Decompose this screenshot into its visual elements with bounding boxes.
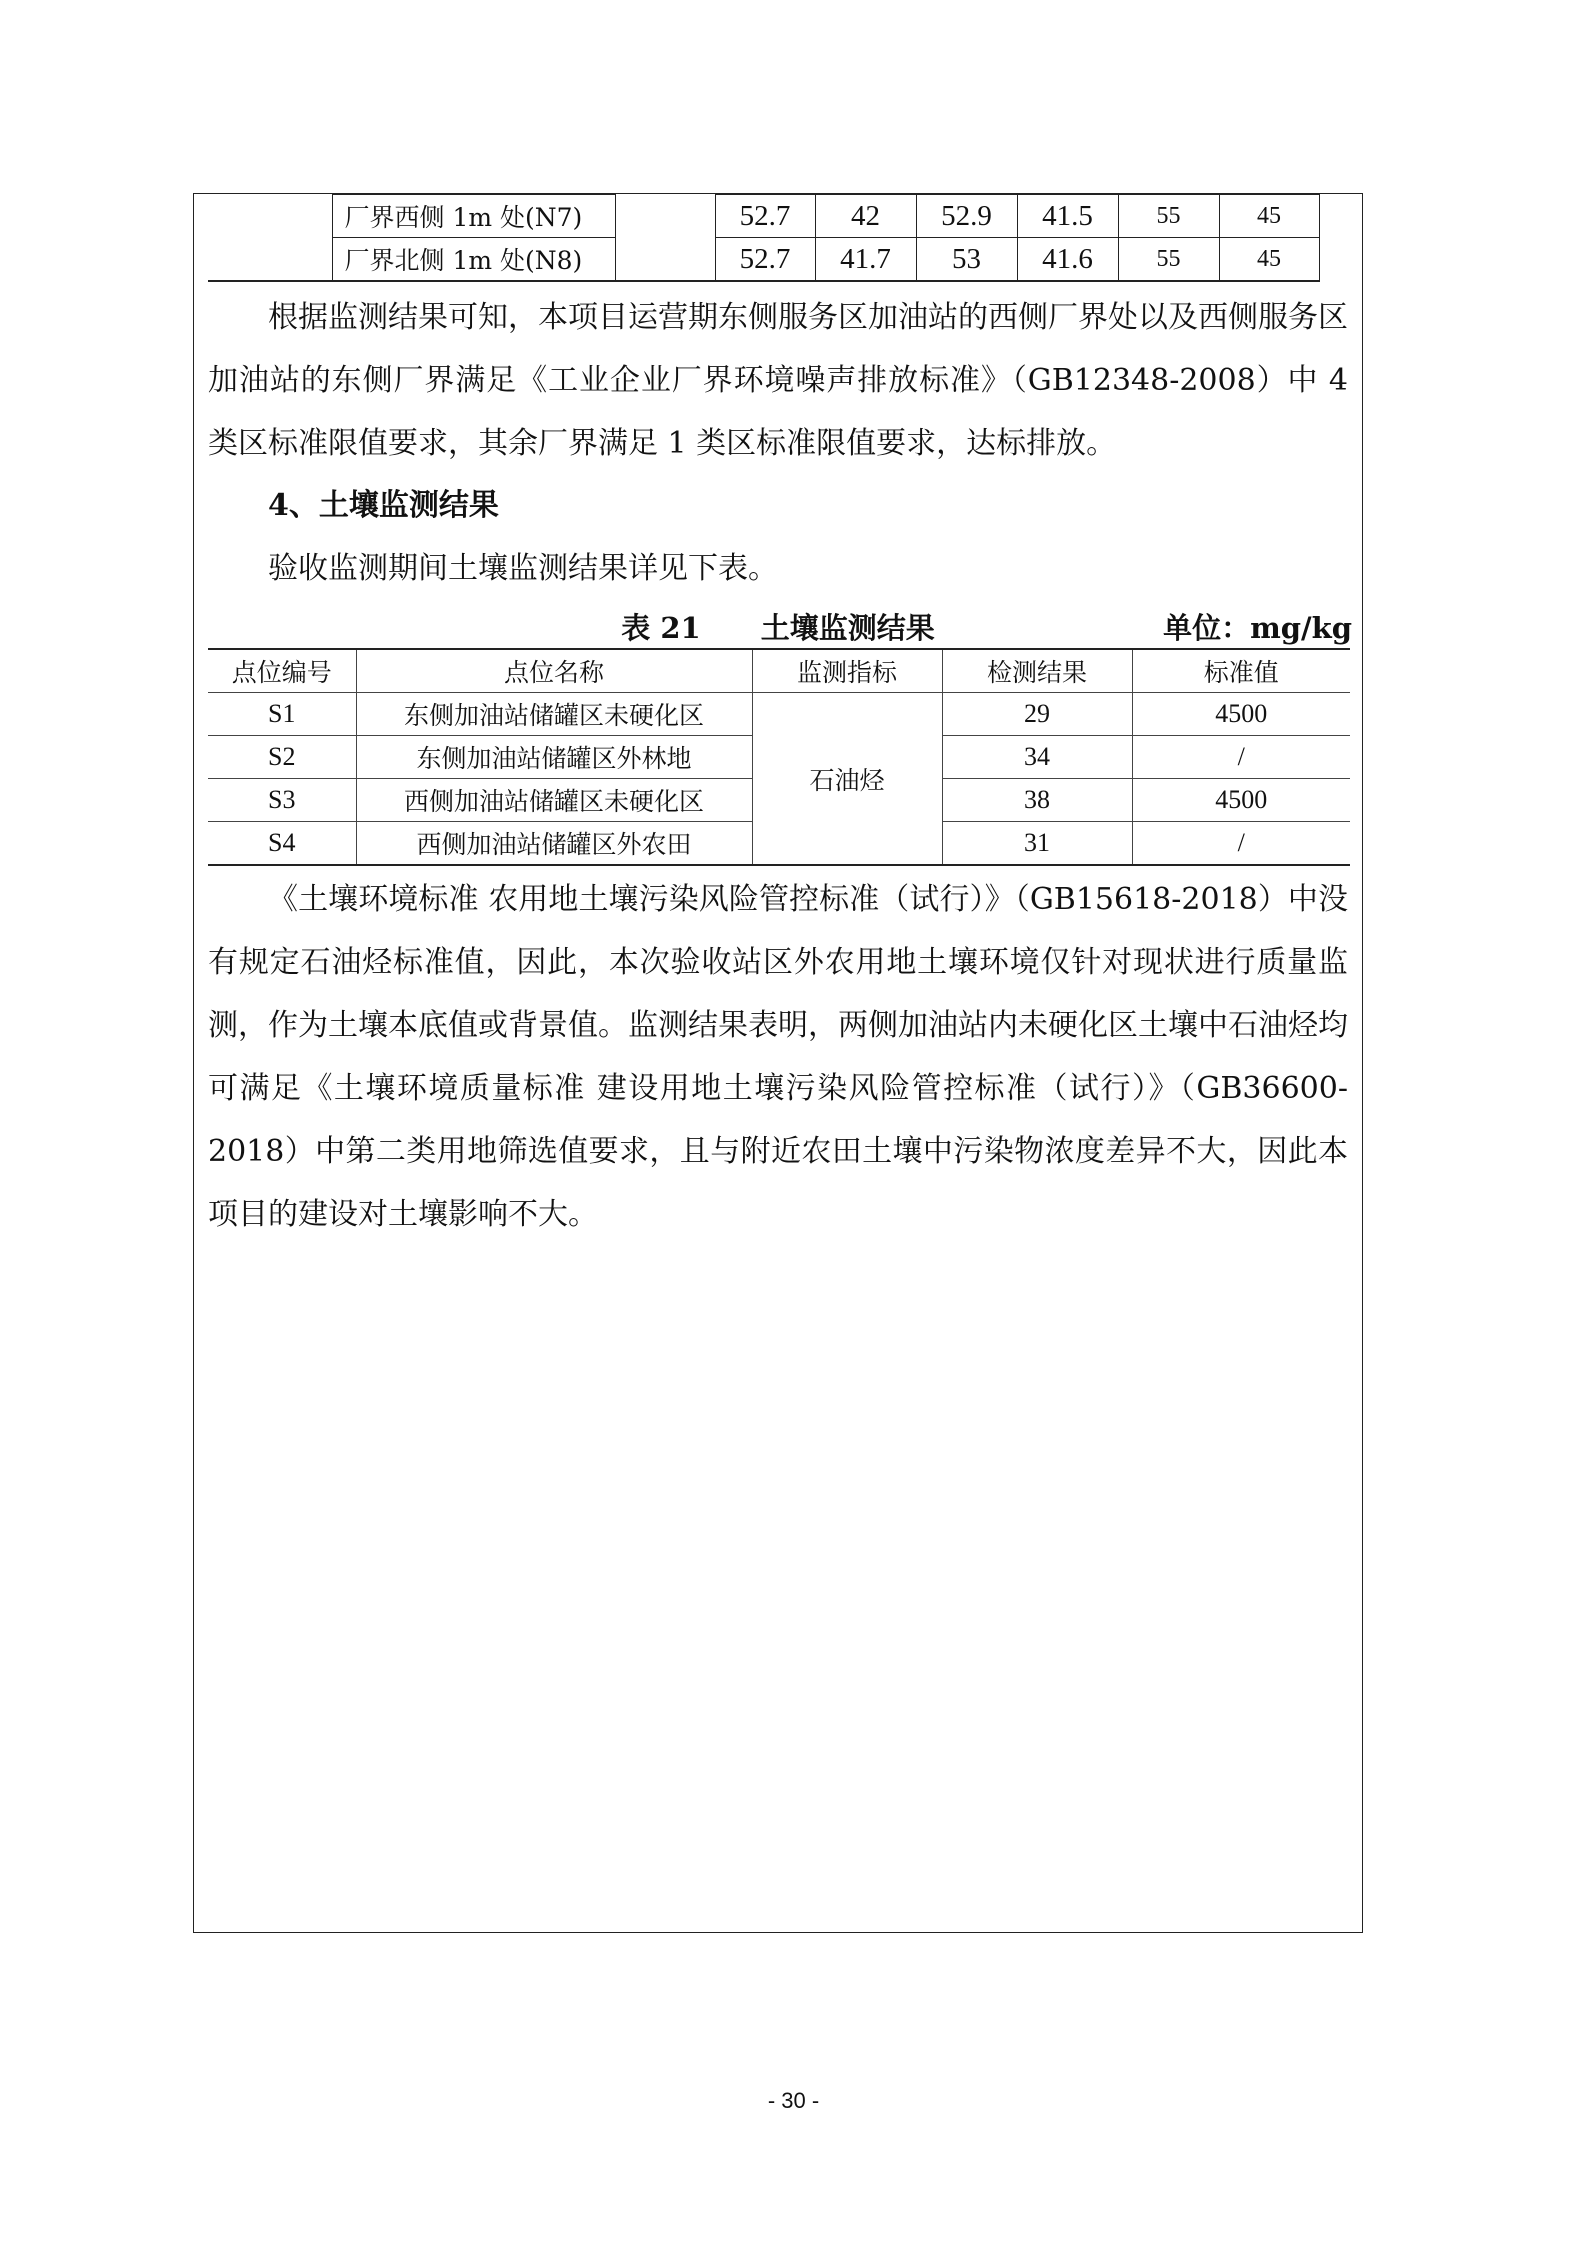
- point-label: 厂界北侧 1m 处(N8): [332, 238, 615, 282]
- noise-conclusion-paragraph: 根据监测结果可知，本项目运营期东侧服务区加油站的西侧厂界处以及西侧服务区加油站的东侧厂界满足《工业企业厂界环境噪声排放标准》（GB12348-2008）中 4 类区标准限值要求，其余厂界满足 1 类区标准限值要求，达标排放。: [208, 300, 1348, 461]
- table-header-row: [208, 649, 1350, 693]
- table-caption: [208, 600, 1352, 648]
- table-cell: 52.9: [916, 195, 1017, 238]
- table-number: 表 21: [621, 611, 701, 645]
- table-cell: 52.7: [715, 195, 815, 238]
- page-number: - 30 -: [767, 2088, 820, 2113]
- merged-blank-cell: [615, 195, 715, 238]
- table-cell: 52.7: [715, 238, 815, 282]
- point-name: 东侧加油站储罐区未硬化区: [356, 693, 752, 736]
- page-frame: [193, 193, 1363, 1933]
- standard-value: /: [1132, 822, 1350, 866]
- standard-value: 4500: [1132, 779, 1350, 822]
- column-header: 检测结果: [942, 649, 1132, 693]
- table-row: [208, 693, 1350, 736]
- result-value: 34: [942, 736, 1132, 779]
- column-header: 点位编号: [208, 649, 356, 693]
- table-cell: 42: [815, 195, 916, 238]
- column-header: 监测指标: [752, 649, 942, 693]
- point-name: 东侧加油站储罐区外林地: [356, 736, 752, 779]
- column-header: 标准值: [1132, 649, 1350, 693]
- content-area: [208, 194, 1352, 1246]
- point-id: S3: [208, 779, 356, 822]
- column-header: 点位名称: [356, 649, 752, 693]
- table-cell: 55: [1118, 238, 1219, 282]
- point-name: 西侧加油站储罐区外农田: [356, 822, 752, 866]
- point-label: 厂界西侧 1m 处(N7): [332, 195, 615, 238]
- table-row: [208, 195, 1450, 238]
- table-unit: 单位：mg/kg: [1163, 611, 1352, 645]
- spacer-cell: [1319, 238, 1450, 282]
- table-cell: 41.6: [1017, 238, 1118, 282]
- table-cell: 45: [1219, 195, 1319, 238]
- standard-value: 4500: [1132, 693, 1350, 736]
- point-id: S2: [208, 736, 356, 779]
- result-value: 31: [942, 822, 1132, 866]
- point-id: S4: [208, 822, 356, 866]
- table-cell: 53: [916, 238, 1017, 282]
- point-name: 西侧加油站储罐区未硬化区: [356, 779, 752, 822]
- result-value: 29: [942, 693, 1132, 736]
- merged-blank-cell: [208, 238, 332, 282]
- spacer-cell: [1319, 195, 1450, 238]
- soil-results-table: [208, 648, 1350, 866]
- table-cell: 45: [1219, 238, 1319, 282]
- table-title: 土壤监测结果: [760, 611, 935, 645]
- standard-value: /: [1132, 736, 1350, 779]
- merged-blank-cell: [615, 238, 715, 282]
- intro-text: 验收监测期间土壤监测结果详见下表。: [268, 551, 778, 586]
- section-heading: 4、土壤监测结果: [268, 488, 499, 523]
- table-cell: 41.5: [1017, 195, 1118, 238]
- table-cell: 41.7: [815, 238, 916, 282]
- noise-table-tail: [208, 194, 1450, 282]
- soil-conclusion-paragraph: 《土壤环境标准 农用地土壤污染风险管控标准（试行）》（GB15618-2018）中没有规定石油烃标准值，因此，本次验收站区外农用地土壤环境仅针对现状进行质量监测，作为土壤本底值或背景值。监测结果表明，两侧加油站内未硬化区土壤中石油烃均可满足《土壤环境质量标准 建设用地土壤污染风险管控标准（试行）》（GB36600-2018）中第二类用地筛选值要求，且与附近农田土壤中污染物浓度差异不大，因此本项目的建设对土壤影响不大。: [208, 882, 1348, 1232]
- indicator-cell: 石油烃: [752, 693, 942, 866]
- table-row: [208, 238, 1450, 282]
- point-id: S1: [208, 693, 356, 736]
- result-value: 38: [942, 779, 1132, 822]
- merged-blank-cell: [208, 195, 332, 238]
- table-cell: 55: [1118, 195, 1219, 238]
